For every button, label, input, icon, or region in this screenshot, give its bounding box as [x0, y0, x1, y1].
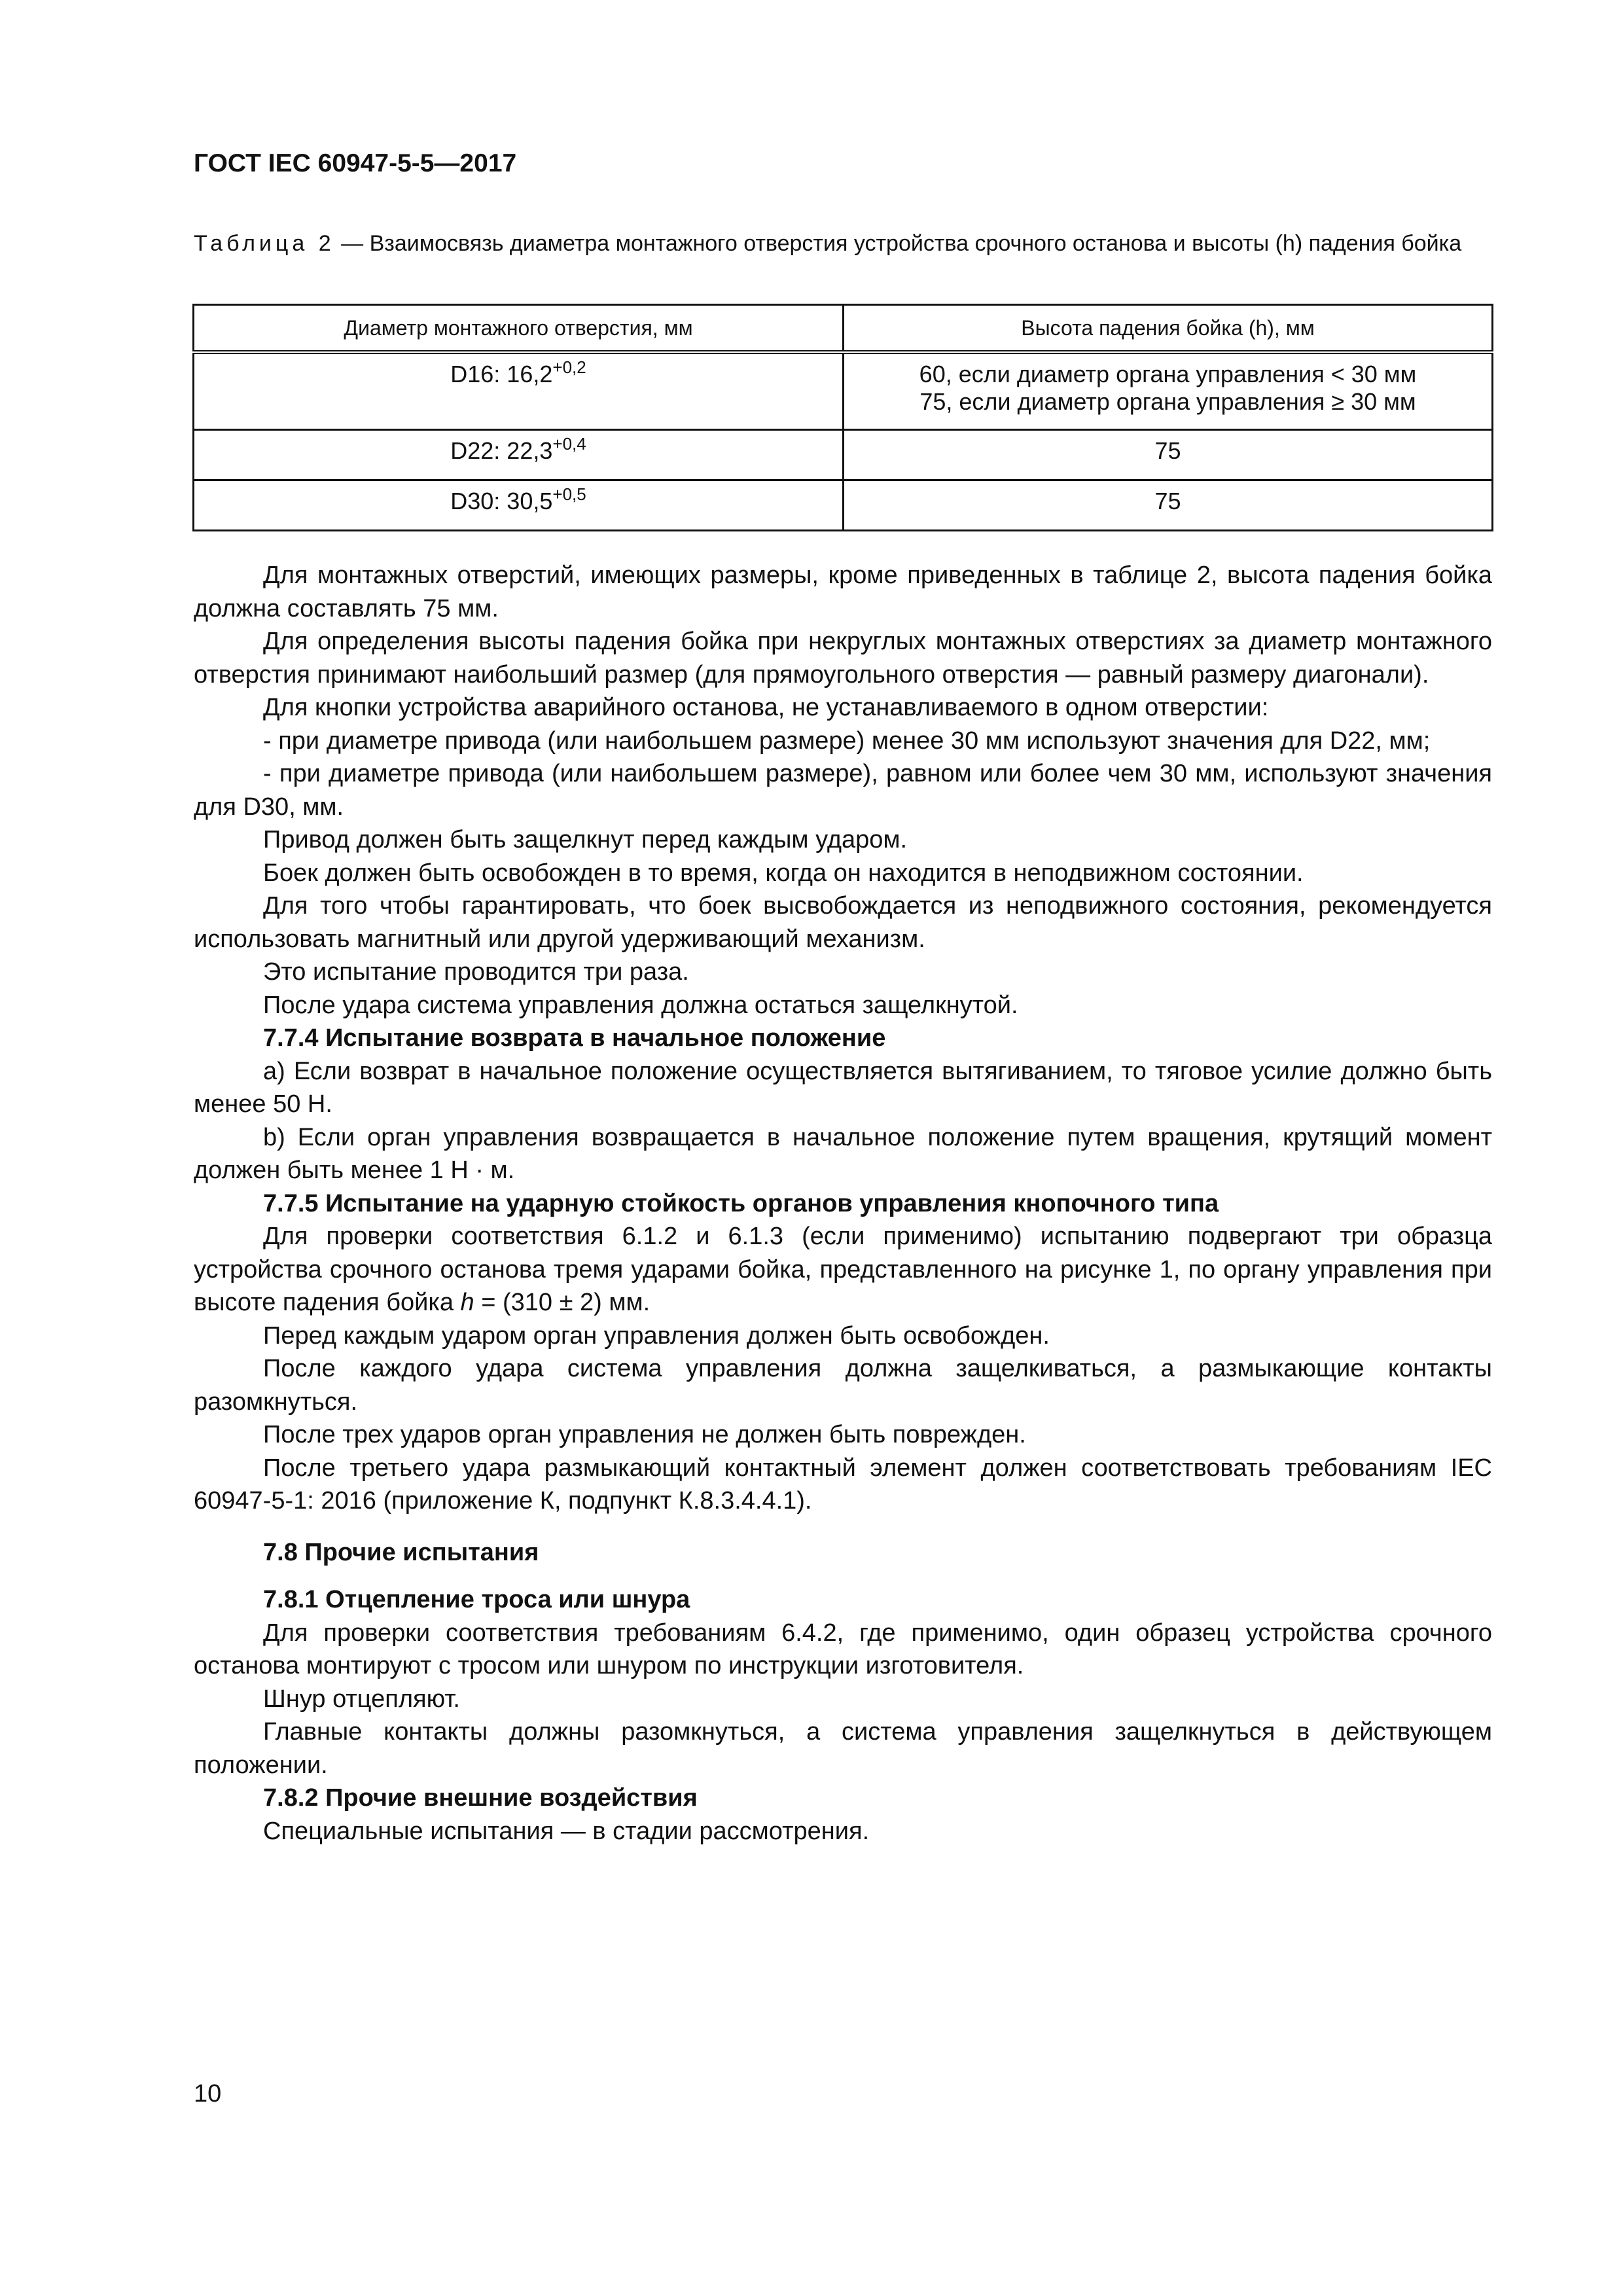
section-heading-7-8-1: 7.8.1 Отцепление троса или шнура — [263, 1586, 690, 1613]
section-heading-7-7-4: 7.7.4 Испытание возврата в начальное положение — [263, 1024, 886, 1052]
list-item: - при диаметре привода (или наибольшем размере), равном или более чем 30 мм, используют значения для D30, мм. — [194, 760, 1492, 821]
drop-height-cell — [844, 352, 1493, 430]
diameter-value: D30: 30,5 — [450, 488, 553, 514]
paragraph: a) Если возврат в начальное положение осуществляется вытягиванием, то тяговое усилие должно быть менее 50 Н. — [194, 1057, 1492, 1118]
drop-height-line: 75, если диаметр органа управления ≥ 30 мм — [919, 388, 1416, 415]
diameter-cell — [194, 430, 844, 480]
table-row — [194, 352, 1493, 430]
diameter-value: D16: 16,2 — [450, 361, 553, 387]
section-heading-7-7-5: 7.7.5 Испытание на ударную стойкость органов управления кнопочного типа — [263, 1189, 1219, 1217]
column-header-drop-height: Высота падения бойка (h), мм — [844, 305, 1493, 353]
paragraph: Специальные испытания — в стадии рассмотрения. — [263, 1817, 870, 1845]
diameter-tolerance: +0,4 — [552, 434, 586, 454]
paragraph: b) Если орган управления возвращается в начальное положение путем вращения, крутящий момент должен быть менее 1 Н · м. — [194, 1123, 1492, 1184]
section-heading-7-8-2: 7.8.2 Прочие внешние воздействия — [263, 1784, 698, 1812]
paragraph: После удара система управления должна остаться защелкнутой. — [263, 991, 1018, 1019]
paragraph — [194, 1220, 1492, 1319]
table-caption-text: — Взаимосвязь диаметра монтажного отверстия устройства срочного останова и высоты (h) падения бойка — [334, 231, 1462, 256]
paragraph: Для определения высоты падения бойка при некруглых монтажных отверстиях за диаметр монтажного отверстия принимают наибольший размер (для прямоугольного отверстия — равный размеру диагонали). — [194, 628, 1492, 689]
paragraph: Для того чтобы гарантировать, что боек высвобождается из неподвижного состояния, рекомендуется использовать магнитный или другой удерживающий механизм. — [194, 892, 1492, 953]
table-row — [194, 430, 1493, 480]
paragraph: После каждого удара система управления должна защелкиваться, а размыкающие контакты разомкнуться. — [194, 1355, 1492, 1416]
paragraph: Для проверки соответствия требованиям 6.4.2, где применимо, один образец устройства срочного останова монтируют с тросом или шнуром по инструкции изготовителя. — [194, 1619, 1492, 1679]
table-row — [194, 480, 1493, 531]
paragraph: Привод должен быть защелкнут перед каждым ударом. — [263, 826, 908, 853]
drop-height-cell: 75 — [844, 430, 1493, 480]
page-number: 10 — [194, 2080, 222, 2108]
table-caption-label: Таблица 2 — [194, 231, 335, 256]
paragraph: После третьего удара размыкающий контактный элемент должен соответствовать требованиям IEC 60947-5-1: 2016 (приложение К, подпункт К.8.3.4.4.1). — [194, 1454, 1492, 1515]
document-header: ГОСТ IEC 60947-5-5—2017 — [194, 149, 517, 177]
drop-height-line: 60, если диаметр органа управления < 30 мм — [919, 361, 1417, 387]
paragraph: Для монтажных отверстий, имеющих размеры, кроме приведенных в таблице 2, высота падения бойка должна составлять 75 мм. — [194, 562, 1492, 622]
document-body — [194, 559, 1492, 1848]
diameter-tolerance: +0,2 — [552, 357, 586, 377]
paragraph-text: = (310 ± 2) мм. — [474, 1289, 651, 1316]
variable-h: h — [460, 1289, 474, 1316]
paragraph: После трех ударов орган управления не должен быть поврежден. — [263, 1421, 1026, 1448]
paragraph-text: Для проверки соответствия 6.1.2 и 6.1.3 (если применимо) испытанию подвергают три образца устройства срочного останова тремя ударами бойка, представленного на рисунке 1, по органу управления при высоте падения бойка — [194, 1223, 1492, 1316]
paragraph: Боек должен быть освобожден в то время, когда он находится в неподвижном состоянии. — [263, 859, 1304, 887]
section-heading-7-8: 7.8 Прочие испытания — [263, 1538, 539, 1566]
paragraph: Для кнопки устройства аварийного останова, не устанавливаемого в одном отверстии: — [263, 694, 1269, 721]
paragraph: Главные контакты должны разомкнуться, а система управления защелкнуться в действующем положении. — [194, 1718, 1492, 1779]
diameter-tolerance: +0,5 — [552, 484, 586, 504]
list-item: - при диаметре привода (или наибольшем размере) менее 30 мм используют значения для D22, мм; — [263, 726, 1431, 755]
diameter-cell — [194, 352, 844, 430]
column-header-diameter: Диаметр монтажного отверстия, мм — [194, 305, 844, 353]
table-caption — [194, 228, 1492, 259]
table-header-row — [194, 305, 1493, 353]
diameter-value: D22: 22,3 — [450, 437, 553, 464]
drop-height-cell: 75 — [844, 480, 1493, 531]
paragraph: Шнур отцепляют. — [263, 1685, 460, 1713]
drop-height-table — [192, 304, 1493, 531]
paragraph: Перед каждым ударом орган управления должен быть освобожден. — [263, 1321, 1050, 1350]
diameter-cell — [194, 480, 844, 531]
paragraph: Это испытание проводится три раза. — [263, 958, 689, 986]
